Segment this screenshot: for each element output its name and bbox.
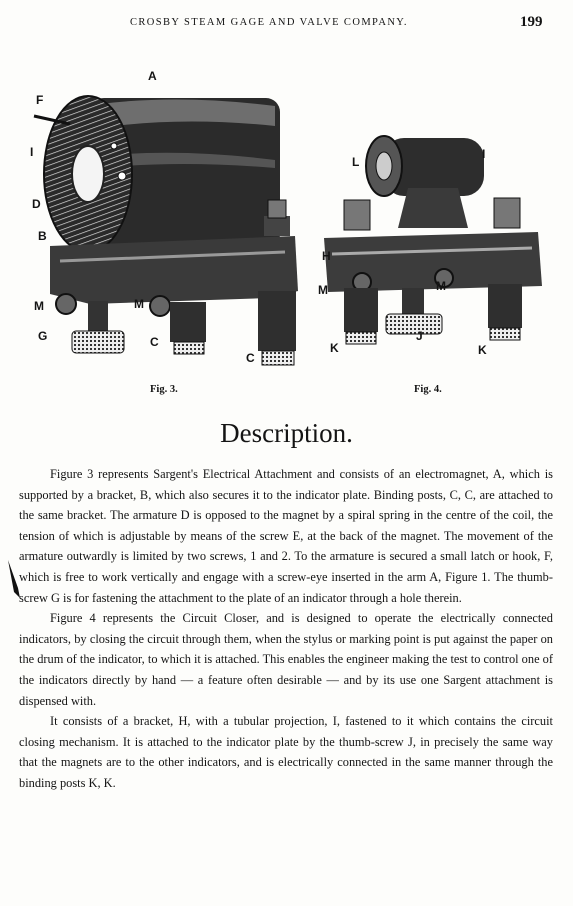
fig3-label-m2: M <box>134 297 144 311</box>
fig4-label-h: H <box>322 249 331 263</box>
figures-area <box>0 58 573 403</box>
fig4-label-k1: K <box>330 341 339 355</box>
fig4-label-i: I <box>482 147 486 161</box>
fig4-label-j: J <box>416 329 423 343</box>
paragraph-3: It consists of a bracket, H, with a tubular projection, I, fastened to it which contains the circuit closing mechanism. It is attached to the indicator plate by the thumb-screw J, in precisely the same way that the magnets are to the other indicators, and is electrically connected in the same manner through the binding posts K, K. <box>19 714 553 790</box>
paragraph-2: Figure 4 represents the Circuit Closer, and is designed to operate the electrically connected indicators, by closing the circuit through them, when the stylus or marking point is put against the paper on the drum of the indicator, to which it is attached. This enables the engineer making the test to control one of the indicators directly by hand — a feature often desirable — and by its use one Sargent attachment is dispensed with. <box>19 611 553 708</box>
fig4-label-l: L <box>352 155 360 169</box>
fig3-label-g: G <box>38 329 48 343</box>
body-text <box>19 464 553 794</box>
fig3-illustration <box>30 76 310 386</box>
fig3-label-c2: C <box>246 351 255 365</box>
section-title: Description. <box>220 418 353 448</box>
page-number: 199 <box>520 14 543 30</box>
paragraph-1: Figure 3 represents Sargent's Electrical Attachment and consists of an electromagnet, A, which is supported by a bracket, B, which also secures it to the indicator plate. Binding posts, C, C, are attached to the same bracket. The armature D is opposed to the magnet by a spiral spring in the centre of the coil, the tension of which is adjustable by means of the screw E, at the back of the magnet. The movement of the armature outwardly is limited by two screws, 1 and 2. To the armature is secured a small latch or hook, F, which is free to work vertically and engage with a screw-eye inserted in the arm A, Figure 1. The thumb-screw G is for fastening the attachment to the plate of an indicator through a hole therein. <box>19 467 553 605</box>
fig4-label-k2: K <box>478 343 487 357</box>
fig3-label-c1: C <box>150 335 159 349</box>
fig4-label-m2: M <box>436 279 446 293</box>
fig3-label-m1: M <box>34 299 44 313</box>
fig3-label-b: B <box>38 229 47 243</box>
fig3-label-i: I <box>30 145 34 159</box>
fig3-caption: Fig. 3. <box>150 384 178 395</box>
fig3-label-a: A <box>148 69 157 83</box>
fig4-label-m1: M <box>318 283 328 297</box>
running-head: CROSBY STEAM GAGE AND VALVE COMPANY. <box>130 17 408 28</box>
fig3-label-d: D <box>32 197 41 211</box>
fig3-label-f: F <box>36 93 44 107</box>
page-header <box>0 14 573 34</box>
fig4-caption: Fig. 4. <box>414 384 442 395</box>
